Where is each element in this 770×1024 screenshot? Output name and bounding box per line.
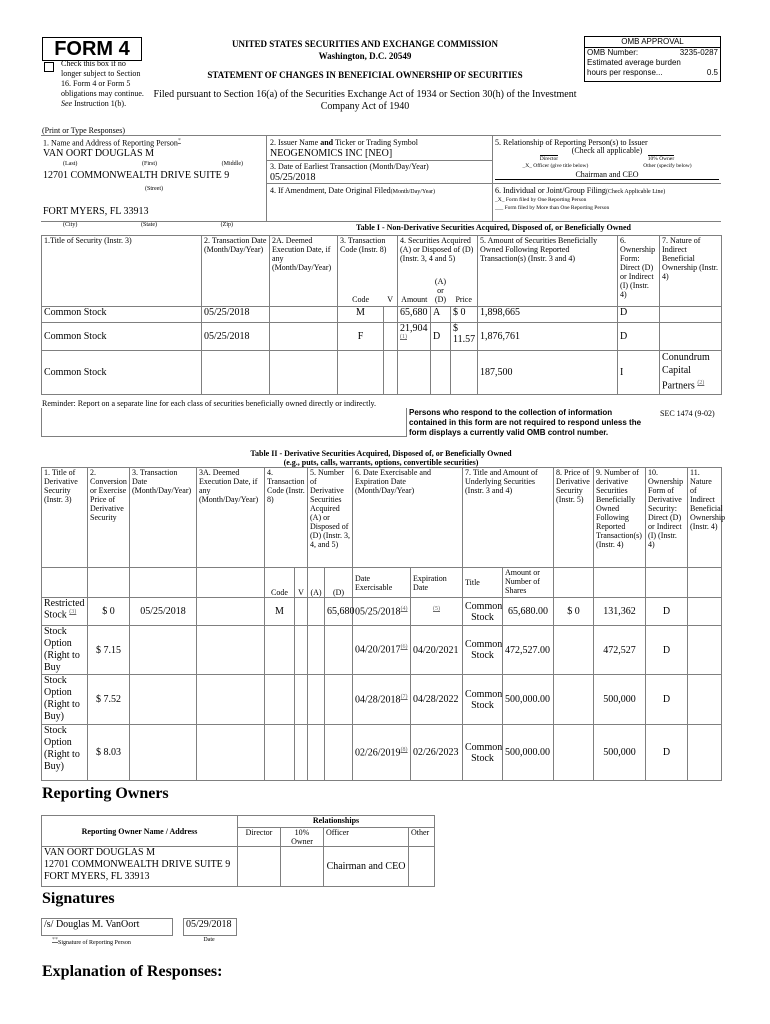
t2-h-owned: 9. Number of derivative Securities Beneficially Owned Following Reported Transaction(s) (Instr. 4) bbox=[594, 468, 646, 568]
t2-deemed bbox=[197, 626, 265, 675]
t2-date: 05/25/2018 bbox=[130, 598, 197, 626]
t1-price: $ 11.57 bbox=[451, 323, 478, 351]
box5-other: Other (specify below) bbox=[643, 163, 692, 169]
name-field-labels bbox=[43, 161, 263, 167]
t1-code: M bbox=[338, 307, 384, 323]
t1-h-code-sub-v: V bbox=[387, 295, 393, 304]
t2-price: $ 0 bbox=[88, 598, 130, 626]
checkbox-see: See bbox=[61, 99, 73, 108]
table-row bbox=[42, 598, 722, 626]
t1-h-title: 1.Title of Security (Instr. 3) bbox=[42, 236, 202, 307]
t1-date: 05/25/2018 bbox=[202, 307, 270, 323]
t2-deemed bbox=[197, 725, 265, 781]
t1-security: Common Stock bbox=[42, 307, 202, 323]
t2-exercisable-cell bbox=[353, 598, 411, 626]
reporting-owners-table bbox=[41, 815, 435, 887]
t2-expiration-footnote[interactable]: (5) bbox=[433, 605, 440, 612]
ro-h-ten-pct: 10% Owner bbox=[281, 828, 324, 847]
t2-code bbox=[265, 626, 295, 675]
officer-title: Chairman and CEO bbox=[495, 170, 719, 180]
t1-code bbox=[338, 351, 384, 395]
date-label: Date bbox=[203, 937, 215, 943]
t2-expiration: 02/26/2023 bbox=[411, 725, 463, 781]
t1-h-owned: 5. Amount of Securities Beneficially Owned Following Reported Transaction(s) (Instr. 3 and 4) bbox=[478, 236, 618, 307]
t2-owned: 500,000 bbox=[594, 725, 646, 781]
t2-h-number: 5. Number of Derivative Securities Acquired (A) or Disposed of (D) (Instr. 3, 4, and 5) bbox=[308, 468, 353, 568]
t2-date bbox=[130, 725, 197, 781]
t2-exercisable: 05/25/2018 bbox=[355, 606, 401, 618]
t2-h-sub-date-ex: Date Exercisable bbox=[353, 568, 411, 598]
box5-label: 5. Relationship of Reporting Person(s) to Issuer bbox=[495, 138, 648, 147]
t2-h-sub-exp: Expiration Date bbox=[411, 568, 463, 598]
t2-h-sub-title: Title bbox=[463, 568, 503, 598]
t2-h-dprice: 8. Price of Derivative Security (Instr. 5) bbox=[554, 468, 594, 568]
t2-a bbox=[308, 725, 325, 781]
t1-h-nature: 7. Nature of Indirect Beneficial Ownership (Instr. 4) bbox=[660, 236, 722, 307]
table-row bbox=[42, 351, 722, 395]
t2-d bbox=[325, 675, 353, 725]
t2-v bbox=[295, 675, 308, 725]
reporting-owners-heading: Reporting Owners bbox=[42, 785, 169, 802]
box5-checkboxes-row1 bbox=[495, 155, 719, 162]
t2-title: Common Stock bbox=[463, 598, 503, 626]
city-field-labels bbox=[43, 222, 253, 228]
t1-security: Common Stock bbox=[42, 351, 202, 395]
t2-h-sub-d: (D) bbox=[325, 568, 353, 598]
t2-h-exercisable: 6. Date Exercisable and Expiration Date (Month/Day/Year) bbox=[353, 468, 463, 568]
table-row bbox=[42, 725, 722, 781]
earliest-transaction-date: 05/25/2018 bbox=[270, 172, 316, 183]
t1-h-amount: Amount bbox=[401, 295, 428, 304]
t2-form: D bbox=[646, 675, 688, 725]
t2-exercisable-footnote[interactable]: (7) bbox=[400, 693, 408, 700]
signer-name: /s/ Douglas M. VanOort bbox=[44, 919, 140, 930]
table2-subheader-row bbox=[42, 568, 722, 598]
ro-owner-street: 12701 COMMONWEALTH DRIVE SUITE 9 bbox=[44, 859, 231, 870]
ro-h-director: Director bbox=[238, 828, 281, 847]
t2-owned: 472,527 bbox=[594, 626, 646, 675]
t2-owned: 500,000 bbox=[594, 675, 646, 725]
label-middle: (Middle) bbox=[221, 161, 243, 167]
ro-owner-officer: Chairman and CEO bbox=[324, 847, 409, 887]
t2-code bbox=[265, 675, 295, 725]
t2-h-form: 10. Ownership Form of Derivative Security: Direct (D) or Indirect (I) (Instr. 4) bbox=[646, 468, 688, 568]
box5-checkboxes-row2 bbox=[495, 163, 719, 169]
box1-label bbox=[43, 138, 181, 148]
omb-hours-label: hours per response... bbox=[587, 68, 663, 77]
t1-h-form: 6. Ownership Form: Direct (D) or Indirect (I) (Instr. 4) bbox=[618, 236, 660, 307]
t1-nature bbox=[660, 307, 722, 323]
t1-amount-footnote[interactable]: (1) bbox=[400, 334, 407, 340]
t1-h-date: 2. Transaction Date (Month/Day/Year) bbox=[202, 236, 270, 307]
ro-header-row bbox=[42, 816, 435, 828]
t2-security: Stock Option (Right to Buy) bbox=[42, 675, 88, 725]
statement-title: STATEMENT OF CHANGES IN BENEFICIAL OWNERSHIP OF SECURITIES bbox=[207, 70, 523, 80]
t2-form: D bbox=[646, 598, 688, 626]
t1-owned: 1,898,665 bbox=[478, 307, 618, 323]
t2-deemed bbox=[197, 598, 265, 626]
table2-title: Table II - Derivative Securities Acquired, Disposed of, or Beneficially Owned bbox=[250, 449, 512, 458]
signer-box bbox=[41, 918, 173, 936]
t2-form: D bbox=[646, 725, 688, 781]
t2-exercisable-footnote[interactable]: (4) bbox=[400, 605, 408, 612]
t2-deemed bbox=[197, 675, 265, 725]
t1-amount: 65,680 bbox=[398, 307, 431, 323]
table-row bbox=[42, 626, 722, 675]
t1-owned: 1,876,761 bbox=[478, 323, 618, 351]
t2-dprice bbox=[554, 626, 594, 675]
t2-expiration: 04/28/2022 bbox=[411, 675, 463, 725]
box4-label-small: (Month/Day/Year) bbox=[390, 189, 436, 195]
t1-form: D bbox=[618, 323, 660, 351]
t1-h-code-cell bbox=[338, 236, 398, 307]
label-zip: (Zip) bbox=[220, 222, 233, 228]
t1-h-aord: (A) or (D) bbox=[434, 277, 447, 304]
t2-exercisable-cell bbox=[353, 725, 411, 781]
t2-amount: 500,000.00 bbox=[503, 675, 554, 725]
t2-h-date: 3. Transaction Date (Month/Day/Year) bbox=[130, 468, 197, 568]
t2-nature bbox=[688, 725, 722, 781]
box5-officer: _X_ Officer (give title below) bbox=[522, 163, 589, 169]
t1-nature-cell bbox=[660, 351, 722, 395]
box3-label: 3. Date of Earliest Transaction (Month/Day/Year) bbox=[270, 162, 429, 171]
t2-nature bbox=[688, 675, 722, 725]
t1-h-code-sub bbox=[338, 295, 397, 304]
t1-deemed bbox=[270, 351, 338, 395]
reporting-person-name: VAN OORT DOUGLAS M bbox=[43, 148, 154, 159]
t1-h-price: Price bbox=[455, 295, 472, 304]
t2-title: Common Stock bbox=[463, 725, 503, 781]
t2-h-sub-code: Code bbox=[265, 568, 295, 598]
t1-form: D bbox=[618, 307, 660, 323]
box6-label bbox=[495, 186, 665, 195]
t2-h-code: 4. Transaction Code (Instr. 8) bbox=[265, 468, 308, 568]
signature-label-text: Signature of Reporting Person bbox=[58, 940, 131, 946]
signatures-heading: Signatures bbox=[42, 890, 115, 907]
t2-dprice bbox=[554, 675, 594, 725]
reporting-person-street: 12701 COMMONWEALTH DRIVE SUITE 9 bbox=[43, 170, 230, 181]
t2-h-sub-v: V bbox=[295, 568, 308, 598]
omb-number: 3235-0287 bbox=[679, 48, 718, 57]
table2 bbox=[41, 467, 726, 781]
box2-label-pre: 2. Issuer Name bbox=[270, 138, 321, 147]
box6-opt2: ___ Form filed by More than One Reporting Person bbox=[495, 205, 610, 211]
t2-a bbox=[308, 598, 325, 626]
t1-deemed bbox=[270, 323, 338, 351]
box5-director: Director bbox=[539, 156, 559, 162]
ro-owner-cell bbox=[42, 847, 238, 887]
t2-h-sub-a: (A) bbox=[308, 568, 325, 598]
t1-h-securities: 4. Securities Acquired (A) or Disposed of (D) (Instr. 3, 4 and 5) bbox=[400, 236, 474, 263]
table-row bbox=[42, 307, 722, 323]
t2-d bbox=[325, 725, 353, 781]
table-row bbox=[42, 323, 722, 351]
form-title: FORM 4 bbox=[54, 38, 130, 60]
t2-a bbox=[308, 626, 325, 675]
print-or-type: (Print or Type Responses) bbox=[42, 126, 126, 135]
t2-exercisable-cell bbox=[353, 626, 411, 675]
ro-h-officer: Officer bbox=[324, 828, 409, 847]
t1-v bbox=[384, 323, 398, 351]
t2-d: 65,680 bbox=[325, 598, 353, 626]
omb-number-label: OMB Number: bbox=[587, 48, 639, 57]
label-state: (State) bbox=[141, 222, 157, 228]
t2-dprice bbox=[554, 725, 594, 781]
t1-h-securities-sub bbox=[398, 277, 477, 304]
omb-number-row bbox=[585, 48, 720, 58]
t2-security-cell bbox=[42, 598, 88, 626]
box4-label bbox=[270, 186, 435, 195]
signature-date-box bbox=[183, 918, 237, 936]
t2-security: Stock Option (Right to Buy bbox=[42, 626, 88, 675]
t2-h-underlying: 7. Title and Amount of Underlying Securities (Instr. 3 and 4) bbox=[463, 468, 554, 568]
t2-price: $ 7.15 bbox=[88, 626, 130, 675]
omb-burden-label: Estimated average burden bbox=[587, 58, 681, 67]
t1-price bbox=[451, 351, 478, 395]
filed-pursuant: Filed pursuant to Section 16(a) of the Securities Exchange Act of 1934 or Section 30(h) of the Investment Company Act of 1940 bbox=[153, 89, 577, 112]
t2-security: Restricted Stock bbox=[44, 598, 85, 621]
agency-name: UNITED STATES SECURITIES AND EXCHANGE COMMISSION bbox=[232, 39, 498, 49]
table1-title: Table I - Non-Derivative Securities Acquired, Disposed of, or Beneficially Owned bbox=[356, 223, 631, 232]
t2-h-sub-amount: Amount or Number of Shares bbox=[503, 568, 554, 598]
signature-label bbox=[52, 937, 131, 946]
t2-expiration: 04/20/2021 bbox=[411, 626, 463, 675]
box4-label-text: 4. If Amendment, Date Original Filed bbox=[270, 186, 391, 195]
respond-notice: Persons who respond to the collection of information contained in this form are not required to respond unless the form displays a currently valid OMB control number. bbox=[409, 408, 642, 437]
t2-security-footnote[interactable]: (3) bbox=[69, 609, 77, 615]
t2-security: Stock Option (Right to Buy) bbox=[42, 725, 88, 781]
t2-d bbox=[325, 626, 353, 675]
t1-h-code: 3. Transaction Code (Instr. 8) bbox=[340, 236, 387, 254]
t2-nature bbox=[688, 626, 722, 675]
box2-label-post: Ticker or Trading Symbol bbox=[333, 138, 419, 147]
t2-exercisable-footnote[interactable]: (6) bbox=[400, 644, 408, 651]
table1-header-row bbox=[42, 236, 722, 307]
label-last: (Last) bbox=[63, 161, 78, 167]
explanation-heading: Explanation of Responses: bbox=[42, 963, 223, 980]
signature-label-star: ** bbox=[52, 937, 58, 943]
box2-label-and: and bbox=[320, 138, 334, 147]
t2-exercisable: 04/20/2017 bbox=[355, 644, 401, 656]
t2-price: $ 7.52 bbox=[88, 675, 130, 725]
t2-h-nature: 11. Nature of Indirect Beneficial Ownership (Instr. 4) bbox=[688, 468, 722, 568]
t1-price: $ 0 bbox=[451, 307, 478, 323]
t1-date: 05/25/2018 bbox=[202, 323, 270, 351]
t1-h-code-sub-code: Code bbox=[352, 295, 370, 304]
label-street: (Street) bbox=[145, 186, 163, 192]
t2-code bbox=[265, 725, 295, 781]
t2-v bbox=[295, 598, 308, 626]
agency-city: Washington, D.C. 20549 bbox=[318, 51, 412, 61]
box6-label-small: (Check Applicable Line) bbox=[605, 189, 666, 195]
t1-amount bbox=[398, 351, 431, 395]
t2-title: Common Stock bbox=[463, 626, 503, 675]
omb-title: OMB APPROVAL bbox=[585, 37, 720, 48]
t2-form: D bbox=[646, 626, 688, 675]
ro-owner-city: FORT MYERS, FL 33913 bbox=[44, 871, 150, 882]
sec-code: SEC 1474 (9-02) bbox=[660, 409, 715, 418]
t2-h-deemed: 3A. Deemed Execution Date, if any (Month/Day/Year) bbox=[197, 468, 265, 568]
omb-approval-box bbox=[584, 36, 721, 82]
t2-v bbox=[295, 626, 308, 675]
t2-date bbox=[130, 675, 197, 725]
checkbox-instr: Instruction 1(b). bbox=[74, 99, 127, 108]
t1-v bbox=[384, 307, 398, 323]
t2-exercisable-cell bbox=[353, 675, 411, 725]
omb-hours-row bbox=[585, 68, 720, 78]
checkbox-text-main: Check this box if no longer subject to Section 16. Form 4 or Form 5 obligations may continue. bbox=[61, 59, 144, 98]
table2-header-row bbox=[42, 468, 722, 568]
label-first: (First) bbox=[142, 161, 157, 167]
reminder: Reminder: Report on a separate line for each class of securities beneficially owned directly or indirectly. bbox=[42, 399, 377, 408]
t1-date bbox=[202, 351, 270, 395]
ro-h-name: Reporting Owner Name / Address bbox=[42, 816, 238, 847]
t1-nature bbox=[660, 323, 722, 351]
reminder-box bbox=[41, 408, 407, 437]
t2-nature bbox=[688, 598, 722, 626]
t1-owned: 187,500 bbox=[478, 351, 618, 395]
t1-code: F bbox=[338, 323, 384, 351]
t1-h-deemed: 2A. Deemed Execution Date, if any (Month/Day/Year) bbox=[270, 236, 338, 307]
ro-h-other: Other bbox=[409, 828, 435, 847]
t1-amount-cell bbox=[398, 323, 431, 351]
table-row bbox=[42, 847, 435, 887]
t2-amount: 472,527.00 bbox=[503, 626, 554, 675]
issuer-name: NEOGENOMICS INC [NEO] bbox=[270, 148, 393, 159]
box2-label bbox=[270, 138, 418, 147]
t1-security: Common Stock bbox=[42, 323, 202, 351]
no-longer-subject-checkbox[interactable] bbox=[44, 62, 54, 72]
label-city: (City) bbox=[63, 222, 78, 228]
t1-aord: A bbox=[431, 307, 451, 323]
t2-owned: 131,362 bbox=[594, 598, 646, 626]
t2-title: Common Stock bbox=[463, 675, 503, 725]
reporting-person-city: FORT MYERS, FL 33913 bbox=[43, 206, 149, 217]
t1-aord: D bbox=[431, 323, 451, 351]
t1-amount: 21,904 bbox=[400, 323, 428, 334]
box1-label-text: 1. Name and Address of Reporting Person bbox=[43, 138, 178, 148]
t1-aord bbox=[431, 351, 451, 395]
signature-date: 05/29/2018 bbox=[186, 919, 232, 930]
checkbox-text bbox=[61, 59, 145, 109]
box1-star: * bbox=[177, 138, 181, 144]
t1-nature: Conundrum Capital Partners bbox=[662, 352, 710, 392]
box6-opt1: _X_ Form filed by One Reporting Person bbox=[495, 197, 587, 203]
t2-amount: 500,000.00 bbox=[503, 725, 554, 781]
t2-price: $ 8.03 bbox=[88, 725, 130, 781]
t2-code: M bbox=[265, 598, 295, 626]
t2-dprice: $ 0 bbox=[554, 598, 594, 626]
t2-exercisable: 02/26/2019 bbox=[355, 747, 401, 759]
t2-date bbox=[130, 626, 197, 675]
t2-h-title: 1. Title of Derivative Security (Instr. 3) bbox=[42, 468, 88, 568]
table-row bbox=[42, 675, 722, 725]
box6-label-text: 6. Individual or Joint/Group Filing bbox=[495, 186, 606, 195]
t1-deemed bbox=[270, 307, 338, 323]
t2-exercisable: 04/28/2018 bbox=[355, 694, 401, 706]
t1-h-securities-cell bbox=[398, 236, 478, 307]
t2-expiration-cell bbox=[411, 598, 463, 626]
table2-subtitle: (e.g., puts, calls, warrants, options, convertible securities) bbox=[283, 458, 479, 467]
form-title-box bbox=[42, 37, 142, 61]
t1-nature-footnote[interactable]: (2) bbox=[697, 380, 705, 386]
t2-h-price: 2. Conversion or Exercise Price of Derivative Security bbox=[88, 468, 130, 568]
box5-sub: (Check all applicable) bbox=[571, 146, 643, 155]
ro-owner-name: VAN OORT DOUGLAS M bbox=[44, 847, 155, 858]
ro-h-relationships: Relationships bbox=[238, 816, 435, 828]
t2-amount: 65,680.00 bbox=[503, 598, 554, 626]
omb-hours: 0.5 bbox=[706, 68, 718, 77]
t2-a bbox=[308, 675, 325, 725]
box5-ten-pct: 10% Owner bbox=[647, 156, 675, 162]
t1-form: I bbox=[618, 351, 660, 395]
t2-v bbox=[295, 725, 308, 781]
table1 bbox=[41, 235, 722, 395]
t1-v bbox=[384, 351, 398, 395]
t2-exercisable-footnote[interactable]: (8) bbox=[400, 746, 408, 753]
